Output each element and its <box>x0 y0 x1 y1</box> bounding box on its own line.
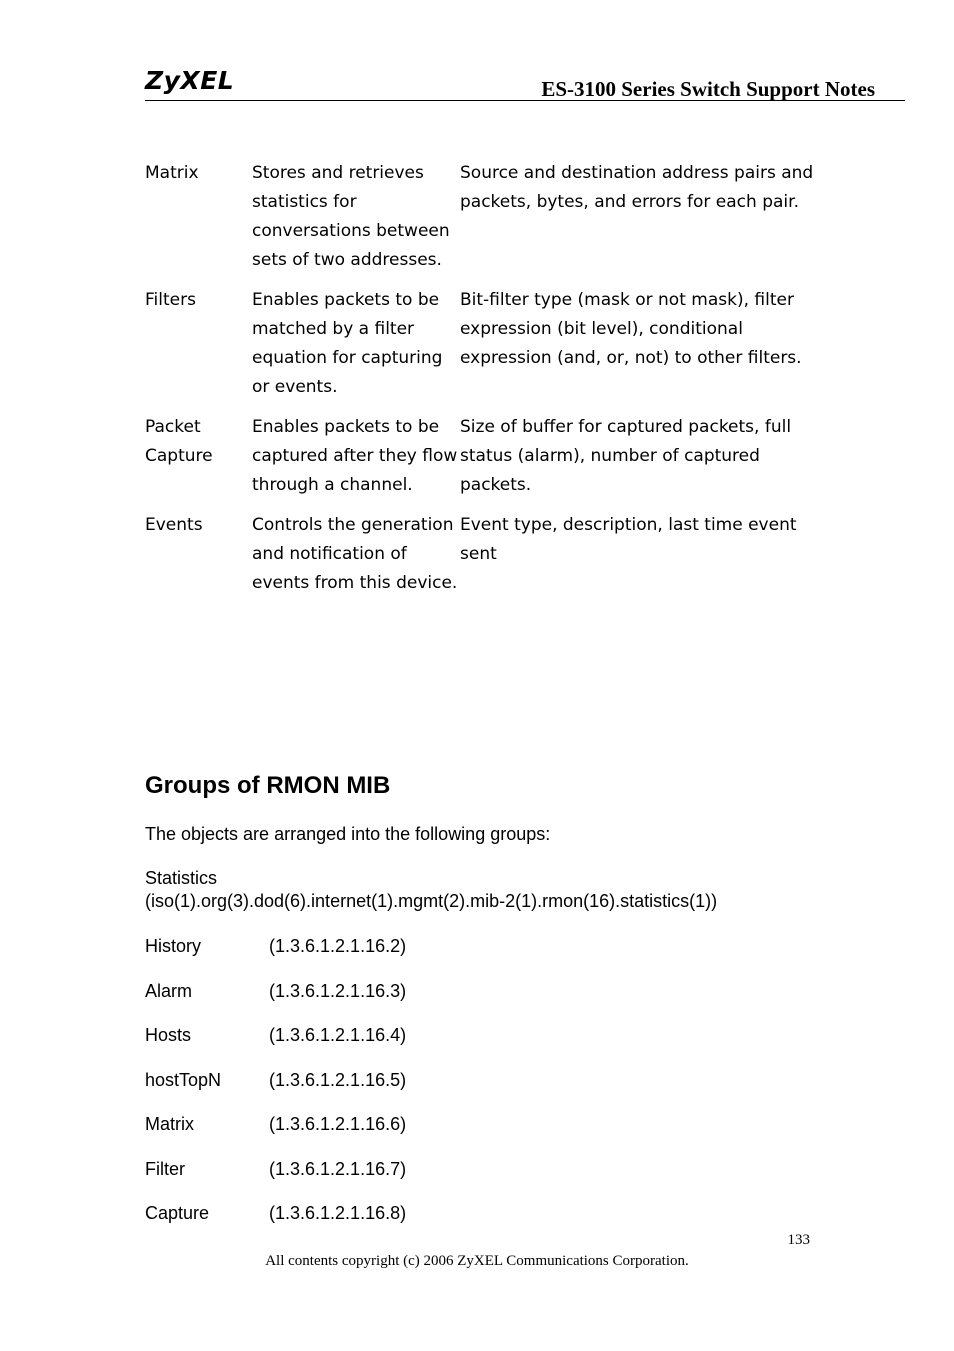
copyright-notice: All contents copyright (c) 2006 ZyXEL Communications Corporation. <box>265 1253 689 1269</box>
group-name: Matrix <box>145 1114 194 1134</box>
function-cell: Stores and retrieves statistics for conversations between sets of two addresses. <box>252 163 450 270</box>
group-cell: Matrix <box>145 163 199 183</box>
group-name: Alarm <box>145 980 193 1001</box>
group-oid: (1.3.6.1.2.1.16.8) <box>269 1203 407 1223</box>
group-oid: (1.3.6.1.2.1.16.3) <box>269 980 407 1001</box>
group-cell: Events <box>145 515 203 535</box>
group-name: Capture <box>145 1203 210 1223</box>
list-item <box>145 1112 406 1157</box>
group-oid: (1.3.6.1.2.1.16.5) <box>269 1069 407 1090</box>
rmon-group-table <box>145 159 825 609</box>
list-item <box>145 934 406 979</box>
table-row <box>145 511 825 598</box>
list-item <box>145 1201 406 1246</box>
statistics-name: Statistics <box>145 868 218 888</box>
function-cell: Enables packets to be matched by a filter equation for capturing or events. <box>252 290 443 397</box>
table-row <box>145 159 825 275</box>
page-number: 133 <box>787 1232 810 1248</box>
elements-cell: Source and destination address pairs and packets, bytes, and errors for each pair. <box>460 163 814 212</box>
group-name: hostTopN <box>145 1069 222 1090</box>
header-divider <box>145 100 905 101</box>
group-cell: Packet Capture <box>145 417 213 466</box>
document-title: ES-3100 Series Switch Support Notes <box>541 77 875 101</box>
group-oid-list <box>145 934 406 1246</box>
list-item <box>145 1023 406 1068</box>
group-name: Filter <box>145 1158 185 1179</box>
group-oid: (1.3.6.1.2.1.16.6) <box>269 1114 407 1134</box>
group-name: Hosts <box>145 1025 192 1045</box>
table-row <box>145 286 825 402</box>
zyxel-logo: ZyXEL <box>145 66 235 95</box>
function-cell: Controls the generation and notification of events from this device. <box>252 515 458 593</box>
group-oid: (1.3.6.1.2.1.16.4) <box>269 1025 407 1045</box>
intro-text: The objects are arranged into the following groups: <box>145 824 551 844</box>
group-name: History <box>145 936 202 956</box>
elements-cell: Size of buffer for captured packets, full status (alarm), number of captured packets. <box>460 417 792 495</box>
group-oid: (1.3.6.1.2.1.16.7) <box>269 1158 407 1179</box>
table-row <box>145 413 825 500</box>
group-oid: (1.3.6.1.2.1.16.2) <box>269 936 407 956</box>
list-item <box>145 1157 406 1202</box>
elements-cell: Bit-filter type (mask or not mask), filter expression (bit level), conditional expression (and, or, not) to other filters. <box>460 290 802 368</box>
elements-cell: Event type, description, last time event sent <box>460 515 797 564</box>
list-item <box>145 1068 406 1113</box>
section-heading: Groups of RMON MIB <box>145 772 391 799</box>
group-cell: Filters <box>145 290 196 310</box>
statistics-group <box>145 867 717 913</box>
function-cell: Enables packets to be captured after they flow through a channel. <box>252 417 458 495</box>
list-item <box>145 979 406 1024</box>
statistics-oid: (iso(1).org(3).dod(6).internet(1).mgmt(2).mib-2(1).rmon(16).statistics(1)) <box>145 891 718 911</box>
